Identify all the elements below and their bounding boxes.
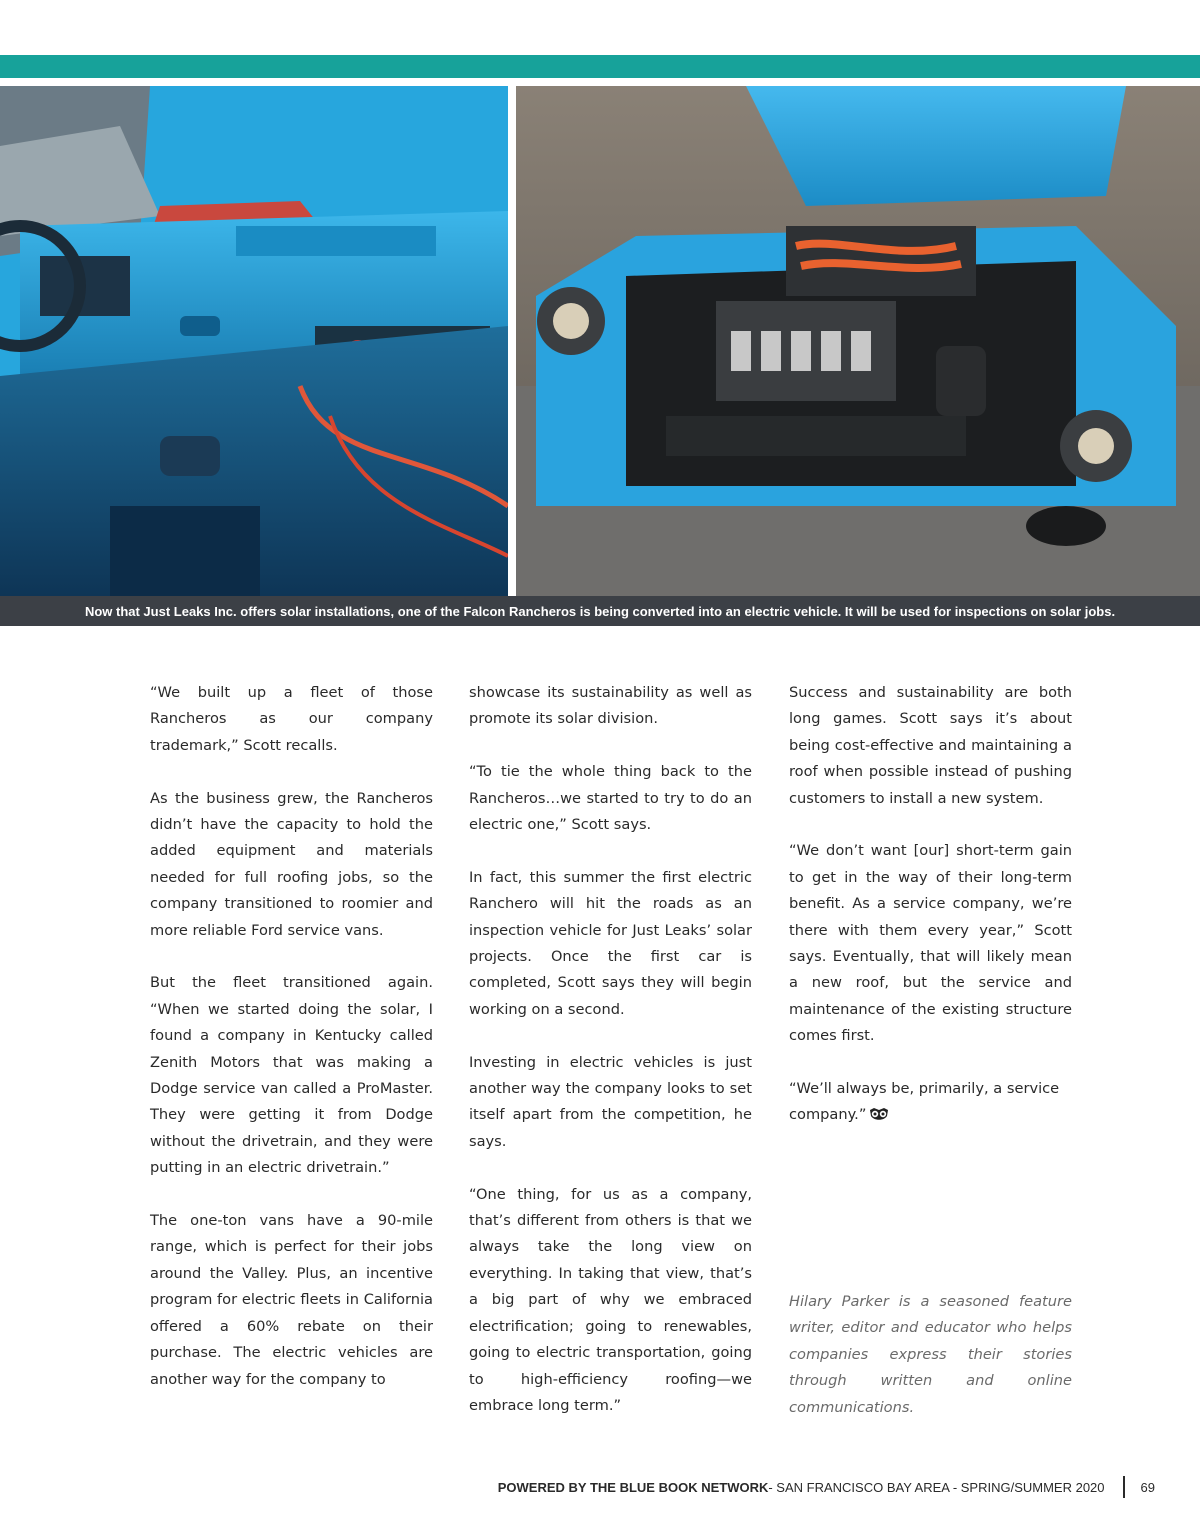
paragraph: The one-ton vans have a 90-mile range, which is perfect for their jobs around the Valley. Plus, an incentive program for electric fleets in California offered a 60% rebate on their purchase. The electric vehicles are another way for the company to	[150, 1212, 433, 1388]
header-accent-band	[0, 55, 1200, 78]
paragraph: showcase its sustainability as well as promote its solar division.	[469, 684, 752, 728]
paragraph: “To tie the whole thing back to the Rancheros…we started to try to do an electric one,” Scott says.	[469, 763, 752, 834]
article-column-2	[469, 680, 752, 1446]
car-dashboard-photo-icon	[0, 86, 508, 596]
footer-brand: POWERED BY THE BLUE BOOK NETWORK	[497, 1479, 769, 1495]
dashboard-photo	[0, 86, 508, 596]
paragraph: Investing in electric vehicles is just another way the company looks to set itself apart from the competition, he says.	[469, 1053, 752, 1150]
page-number: 69	[1140, 1479, 1155, 1495]
closing-paragraph	[789, 1076, 1072, 1131]
paragraph: In fact, this summer the first electric Ranchero will hit the roads as an inspection vehicle for Just Leaks’ solar projects. Once the first car is completed, Scott says they will begin working on a second.	[469, 868, 752, 1018]
engine-bay-photo	[516, 86, 1200, 596]
paragraph: But the fleet transitioned again. “When we started doing the solar, I found a company in Kentucky called Zenith Motors that was making a Dodge service van called a ProMaster. They were getting it from Dodge without the drivetrain, and they were putting in an electric drivetrain.”	[150, 974, 433, 1177]
paragraph: “One thing, for us as a company, that’s different from others is that we always take the long view on everything. In taking that view, that’s a big part of why we embraced electrification; going to renewables, going to electric transportation, going to high-efficiency roofing—we embrace long term.”	[469, 1185, 752, 1414]
battery-engine-bay-photo-icon	[516, 86, 1200, 596]
article-column-3	[789, 680, 1072, 1157]
paragraph: “We built up a fleet of those Rancheros as our company trademark,” Scott recalls.	[150, 684, 433, 754]
owl-icon	[869, 1104, 889, 1130]
article-column-1	[150, 680, 433, 1419]
paragraph: Success and sustainability are both long games. Scott says it’s about being cost-effective and maintaining a roof when possible instead of pushing customers to install a new system.	[789, 684, 1072, 807]
paragraph: As the business grew, the Rancheros didn’t have the capacity to hold the added equipment and materials needed for full roofing jobs, so the company transitioned to roomier and more reliable Ford service vans.	[150, 789, 433, 939]
closing-quote: “We’ll always be, primarily, a service company.”	[789, 1080, 1060, 1124]
page-footer	[0, 1474, 1155, 1500]
photo-caption: Now that Just Leaks Inc. offers solar installations, one of the Falcon Rancheros is being converted into an electric vehicle. It will be used for inspections on solar jobs.	[0, 596, 1200, 626]
footer-divider	[1123, 1476, 1125, 1498]
author-bio: Hilary Parker is a seasoned feature writer, editor and educator who helps companies express their stories through written and online communications.	[789, 1293, 1072, 1416]
paragraph: “We don’t want [our] short-term gain to get in the way of their long-term benefit. As a service company, we’re there with them every year,” Scott says. Eventually, that will likely mean a new roof, but the service and maintenance of the existing structure comes first.	[789, 842, 1072, 1045]
footer-details: - SAN FRANCISCO BAY AREA - SPRING/SUMMER 2020	[768, 1479, 1105, 1495]
